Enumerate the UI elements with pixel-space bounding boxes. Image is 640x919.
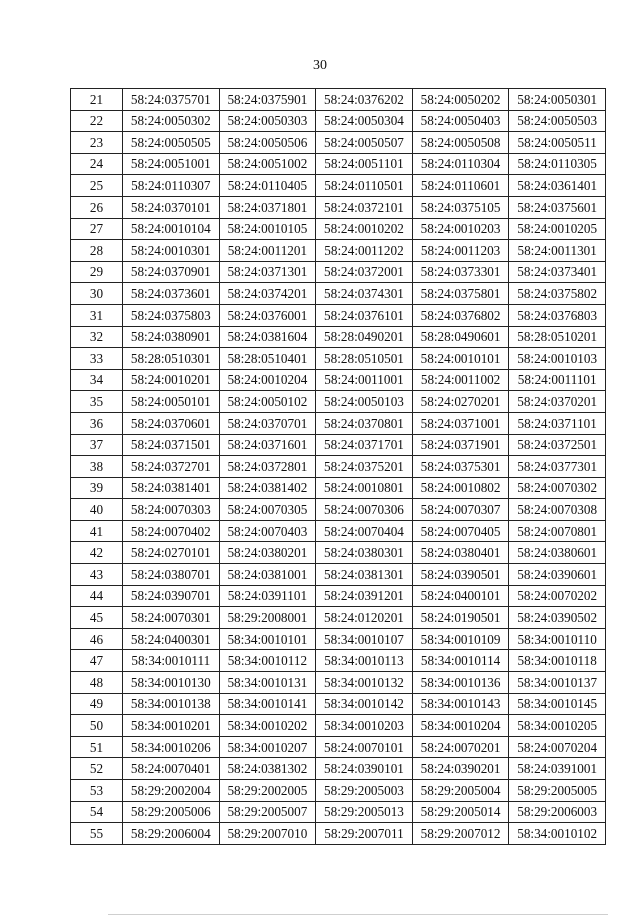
cadastral-number-cell: 58:34:0010207 (219, 736, 316, 758)
cadastral-number-cell: 58:29:2005004 (412, 780, 509, 802)
cadastral-number-cell: 58:34:0010142 (316, 693, 413, 715)
table-row (71, 240, 606, 262)
cadastral-number-cell: 58:24:0381301 (316, 564, 413, 586)
cadastral-number-cell: 58:24:0050511 (509, 132, 606, 154)
cadastral-number-cell: 58:34:0010113 (316, 650, 413, 672)
cadastral-number-cell: 58:34:0010101 (219, 628, 316, 650)
row-number-cell: 41 (71, 520, 123, 542)
cadastral-number-cell: 58:29:2005006 (123, 801, 220, 823)
table-row (71, 369, 606, 391)
table-row (71, 283, 606, 305)
row-number-cell: 31 (71, 304, 123, 326)
cadastral-number-cell: 58:24:0375105 (412, 196, 509, 218)
cadastral-number-cell: 58:24:0270101 (123, 542, 220, 564)
table-row (71, 326, 606, 348)
cadastral-number-cell: 58:24:0070204 (509, 736, 606, 758)
cadastral-numbers-table (70, 88, 606, 845)
table-row (71, 780, 606, 802)
cadastral-number-cell: 58:24:0010101 (412, 348, 509, 370)
cadastral-number-cell: 58:29:2007010 (219, 823, 316, 845)
cadastral-number-cell: 58:24:0390601 (509, 564, 606, 586)
cadastral-number-cell: 58:24:0381402 (219, 477, 316, 499)
table-row (71, 456, 606, 478)
cadastral-number-cell: 58:28:0490201 (316, 326, 413, 348)
cadastral-number-cell: 58:24:0070404 (316, 520, 413, 542)
cadastral-number-cell: 58:34:0010143 (412, 693, 509, 715)
table-row (71, 693, 606, 715)
cadastral-number-cell: 58:24:0050101 (123, 391, 220, 413)
cadastral-number-cell: 58:24:0390101 (316, 758, 413, 780)
cadastral-number-cell: 58:34:0010118 (509, 650, 606, 672)
row-number-cell: 51 (71, 736, 123, 758)
table-row (71, 110, 606, 132)
cadastral-number-cell: 58:28:0490601 (412, 326, 509, 348)
cadastral-number-cell: 58:24:0391001 (509, 758, 606, 780)
table-row (71, 89, 606, 111)
table-row (71, 175, 606, 197)
cadastral-number-cell: 58:24:0110601 (412, 175, 509, 197)
cadastral-number-cell: 58:34:0010130 (123, 672, 220, 694)
cadastral-number-cell: 58:24:0050301 (509, 89, 606, 111)
cadastral-number-cell: 58:28:0510501 (316, 348, 413, 370)
cadastral-number-cell: 58:24:0376001 (219, 304, 316, 326)
table-row (71, 823, 606, 845)
cadastral-number-cell: 58:24:0380701 (123, 564, 220, 586)
table-row (71, 672, 606, 694)
cadastral-number-cell: 58:24:0070402 (123, 520, 220, 542)
row-number-cell: 46 (71, 628, 123, 650)
cadastral-number-cell: 58:24:0011301 (509, 240, 606, 262)
cadastral-number-cell: 58:24:0371801 (219, 196, 316, 218)
cadastral-number-cell: 58:24:0381401 (123, 477, 220, 499)
row-number-cell: 42 (71, 542, 123, 564)
cadastral-number-cell: 58:24:0381001 (219, 564, 316, 586)
cadastral-number-cell: 58:24:0375802 (509, 283, 606, 305)
cadastral-number-cell: 58:24:0375803 (123, 304, 220, 326)
cadastral-number-cell: 58:24:0011203 (412, 240, 509, 262)
cadastral-number-cell: 58:34:0010206 (123, 736, 220, 758)
cadastral-number-cell: 58:24:0070201 (412, 736, 509, 758)
table-row (71, 564, 606, 586)
cadastral-number-cell: 58:28:0510401 (219, 348, 316, 370)
cadastral-number-cell: 58:24:0070801 (509, 520, 606, 542)
table-row (71, 650, 606, 672)
cadastral-number-cell: 58:34:0010201 (123, 715, 220, 737)
cadastral-number-cell: 58:34:0010131 (219, 672, 316, 694)
row-number-cell: 48 (71, 672, 123, 694)
table-row (71, 736, 606, 758)
cadastral-number-cell: 58:24:0375901 (219, 89, 316, 111)
page-bottom-line (108, 914, 608, 915)
row-number-cell: 24 (71, 153, 123, 175)
row-number-cell: 22 (71, 110, 123, 132)
cadastral-number-cell: 58:24:0390502 (509, 607, 606, 629)
row-number-cell: 32 (71, 326, 123, 348)
table-row (71, 628, 606, 650)
cadastral-number-cell: 58:24:0110501 (316, 175, 413, 197)
row-number-cell: 47 (71, 650, 123, 672)
cadastral-number-cell: 58:24:0070302 (509, 477, 606, 499)
cadastral-number-cell: 58:24:0070305 (219, 499, 316, 521)
cadastral-number-cell: 58:24:0070308 (509, 499, 606, 521)
row-number-cell: 43 (71, 564, 123, 586)
cadastral-number-cell: 58:24:0010202 (316, 218, 413, 240)
cadastral-number-cell: 58:24:0051101 (316, 153, 413, 175)
table-row (71, 542, 606, 564)
cadastral-number-cell: 58:29:2002005 (219, 780, 316, 802)
row-number-cell: 23 (71, 132, 123, 154)
cadastral-number-cell: 58:24:0376202 (316, 89, 413, 111)
row-number-cell: 28 (71, 240, 123, 262)
cadastral-number-cell: 58:29:2005005 (509, 780, 606, 802)
cadastral-number-cell: 58:24:0372001 (316, 261, 413, 283)
row-number-cell: 29 (71, 261, 123, 283)
cadastral-number-cell: 58:29:2007011 (316, 823, 413, 845)
cadastral-number-cell: 58:24:0375601 (509, 196, 606, 218)
cadastral-number-cell: 58:34:0010205 (509, 715, 606, 737)
cadastral-number-cell: 58:34:0010107 (316, 628, 413, 650)
table-row (71, 412, 606, 434)
cadastral-number-cell: 58:24:0270201 (412, 391, 509, 413)
cadastral-number-cell: 58:34:0010138 (123, 693, 220, 715)
cadastral-number-cell: 58:24:0070202 (509, 585, 606, 607)
cadastral-number-cell: 58:24:0371101 (509, 412, 606, 434)
cadastral-number-cell: 58:28:0510201 (509, 326, 606, 348)
table-row (71, 758, 606, 780)
table-row (71, 801, 606, 823)
cadastral-number-cell: 58:24:0390701 (123, 585, 220, 607)
cadastral-number-cell: 58:24:0051002 (219, 153, 316, 175)
row-number-cell: 53 (71, 780, 123, 802)
row-number-cell: 37 (71, 434, 123, 456)
row-number-cell: 35 (71, 391, 123, 413)
cadastral-number-cell: 58:24:0391201 (316, 585, 413, 607)
cadastral-number-cell: 58:34:0010136 (412, 672, 509, 694)
cadastral-number-cell: 58:24:0371701 (316, 434, 413, 456)
cadastral-number-cell: 58:24:0375201 (316, 456, 413, 478)
cadastral-number-cell: 58:24:0373401 (509, 261, 606, 283)
row-number-cell: 39 (71, 477, 123, 499)
table-row (71, 585, 606, 607)
cadastral-number-cell: 58:24:0110307 (123, 175, 220, 197)
cadastral-number-cell: 58:28:0510301 (123, 348, 220, 370)
cadastral-number-cell: 58:24:0371001 (412, 412, 509, 434)
cadastral-number-cell: 58:29:2006003 (509, 801, 606, 823)
cadastral-number-cell: 58:24:0375701 (123, 89, 220, 111)
table-body (71, 89, 606, 845)
cadastral-number-cell: 58:24:0070401 (123, 758, 220, 780)
table-row (71, 218, 606, 240)
table-row (71, 477, 606, 499)
table-row (71, 434, 606, 456)
row-number-cell: 36 (71, 412, 123, 434)
cadastral-number-cell: 58:24:0050102 (219, 391, 316, 413)
table-row (71, 391, 606, 413)
cadastral-number-cell: 58:24:0011202 (316, 240, 413, 262)
cadastral-number-cell: 58:24:0050507 (316, 132, 413, 154)
cadastral-number-cell: 58:24:0377301 (509, 456, 606, 478)
cadastral-number-cell: 58:24:0375801 (412, 283, 509, 305)
cadastral-number-cell: 58:24:0070303 (123, 499, 220, 521)
table-row (71, 348, 606, 370)
cadastral-number-cell: 58:34:0010204 (412, 715, 509, 737)
cadastral-number-cell: 58:24:0372501 (509, 434, 606, 456)
cadastral-number-cell: 58:34:0010109 (412, 628, 509, 650)
cadastral-number-cell: 58:24:0010105 (219, 218, 316, 240)
cadastral-number-cell: 58:24:0376802 (412, 304, 509, 326)
cadastral-number-cell: 58:24:0371301 (219, 261, 316, 283)
row-number-cell: 27 (71, 218, 123, 240)
table-row (71, 715, 606, 737)
cadastral-number-cell: 58:24:0050506 (219, 132, 316, 154)
cadastral-number-cell: 58:24:0010201 (123, 369, 220, 391)
cadastral-number-cell: 58:24:0400301 (123, 628, 220, 650)
cadastral-number-cell: 58:24:0050202 (412, 89, 509, 111)
row-number-cell: 54 (71, 801, 123, 823)
cadastral-number-cell: 58:29:2008001 (219, 607, 316, 629)
cadastral-number-cell: 58:24:0372101 (316, 196, 413, 218)
cadastral-number-cell: 58:24:0370101 (123, 196, 220, 218)
cadastral-number-cell: 58:24:0380401 (412, 542, 509, 564)
cadastral-number-cell: 58:24:0050103 (316, 391, 413, 413)
cadastral-number-cell: 58:24:0070403 (219, 520, 316, 542)
cadastral-number-cell: 58:24:0390501 (412, 564, 509, 586)
cadastral-number-cell: 58:24:0361401 (509, 175, 606, 197)
cadastral-number-cell: 58:24:0374201 (219, 283, 316, 305)
cadastral-number-cell: 58:29:2007012 (412, 823, 509, 845)
row-number-cell: 26 (71, 196, 123, 218)
cadastral-number-cell: 58:34:0010145 (509, 693, 606, 715)
row-number-cell: 25 (71, 175, 123, 197)
cadastral-number-cell: 58:24:0110405 (219, 175, 316, 197)
cadastral-number-cell: 58:34:0010202 (219, 715, 316, 737)
cadastral-number-cell: 58:24:0370601 (123, 412, 220, 434)
cadastral-number-cell: 58:34:0010112 (219, 650, 316, 672)
cadastral-number-cell: 58:24:0372701 (123, 456, 220, 478)
table-row (71, 132, 606, 154)
cadastral-number-cell: 58:24:0376101 (316, 304, 413, 326)
cadastral-number-cell: 58:24:0050503 (509, 110, 606, 132)
cadastral-number-cell: 58:24:0371901 (412, 434, 509, 456)
cadastral-number-cell: 58:34:0010141 (219, 693, 316, 715)
cadastral-number-cell: 58:24:0381604 (219, 326, 316, 348)
cadastral-number-cell: 58:34:0010203 (316, 715, 413, 737)
cadastral-number-cell: 58:24:0381302 (219, 758, 316, 780)
cadastral-number-cell: 58:29:2002004 (123, 780, 220, 802)
cadastral-number-cell: 58:34:0010111 (123, 650, 220, 672)
cadastral-number-cell: 58:24:0070101 (316, 736, 413, 758)
cadastral-number-cell: 58:24:0375301 (412, 456, 509, 478)
row-number-cell: 38 (71, 456, 123, 478)
cadastral-number-cell: 58:24:0050505 (123, 132, 220, 154)
table-row (71, 196, 606, 218)
cadastral-number-cell: 58:24:0110304 (412, 153, 509, 175)
table-row (71, 261, 606, 283)
row-number-cell: 21 (71, 89, 123, 111)
cadastral-number-cell: 58:24:0050304 (316, 110, 413, 132)
cadastral-number-cell: 58:24:0011002 (412, 369, 509, 391)
cadastral-number-cell: 58:24:0370701 (219, 412, 316, 434)
cadastral-number-cell: 58:24:0380301 (316, 542, 413, 564)
cadastral-number-cell: 58:24:0370901 (123, 261, 220, 283)
cadastral-number-cell: 58:24:0070405 (412, 520, 509, 542)
cadastral-number-cell: 58:24:0376803 (509, 304, 606, 326)
cadastral-number-cell: 58:24:0051001 (123, 153, 220, 175)
table-row (71, 304, 606, 326)
cadastral-number-cell: 58:34:0010137 (509, 672, 606, 694)
row-number-cell: 45 (71, 607, 123, 629)
cadastral-number-cell: 58:34:0010114 (412, 650, 509, 672)
table-row (71, 153, 606, 175)
cadastral-number-cell: 58:24:0371501 (123, 434, 220, 456)
row-number-cell: 40 (71, 499, 123, 521)
cadastral-number-cell: 58:24:0380601 (509, 542, 606, 564)
cadastral-number-cell: 58:29:2005003 (316, 780, 413, 802)
cadastral-number-cell: 58:29:2005007 (219, 801, 316, 823)
cadastral-number-cell: 58:29:2005014 (412, 801, 509, 823)
cadastral-number-cell: 58:24:0370801 (316, 412, 413, 434)
cadastral-number-cell: 58:24:0390201 (412, 758, 509, 780)
cadastral-number-cell: 58:24:0011001 (316, 369, 413, 391)
row-number-cell: 30 (71, 283, 123, 305)
cadastral-number-cell: 58:24:0070307 (412, 499, 509, 521)
cadastral-number-cell: 58:29:2006004 (123, 823, 220, 845)
cadastral-number-cell: 58:24:0011201 (219, 240, 316, 262)
cadastral-number-cell: 58:24:0120201 (316, 607, 413, 629)
cadastral-number-cell: 58:24:0400101 (412, 585, 509, 607)
cadastral-number-cell: 58:24:0070301 (123, 607, 220, 629)
cadastral-number-cell: 58:24:0010104 (123, 218, 220, 240)
cadastral-number-cell: 58:24:0050508 (412, 132, 509, 154)
row-number-cell: 49 (71, 693, 123, 715)
table-row (71, 520, 606, 542)
cadastral-number-cell: 58:24:0110305 (509, 153, 606, 175)
row-number-cell: 34 (71, 369, 123, 391)
cadastral-number-cell: 58:24:0010205 (509, 218, 606, 240)
row-number-cell: 55 (71, 823, 123, 845)
table-row (71, 607, 606, 629)
cadastral-number-cell: 58:34:0010132 (316, 672, 413, 694)
cadastral-number-cell: 58:24:0370201 (509, 391, 606, 413)
cadastral-number-cell: 58:24:0380901 (123, 326, 220, 348)
row-number-cell: 44 (71, 585, 123, 607)
cadastral-number-cell: 58:24:0010203 (412, 218, 509, 240)
table-row (71, 499, 606, 521)
cadastral-number-cell: 58:24:0070306 (316, 499, 413, 521)
cadastral-number-cell: 58:34:0010110 (509, 628, 606, 650)
cadastral-number-cell: 58:24:0010801 (316, 477, 413, 499)
cadastral-number-cell: 58:24:0373301 (412, 261, 509, 283)
cadastral-number-cell: 58:24:0010802 (412, 477, 509, 499)
row-number-cell: 52 (71, 758, 123, 780)
cadastral-number-cell: 58:24:0050302 (123, 110, 220, 132)
cadastral-number-cell: 58:24:0380201 (219, 542, 316, 564)
cadastral-number-cell: 58:24:0050303 (219, 110, 316, 132)
cadastral-number-cell: 58:24:0010204 (219, 369, 316, 391)
row-number-cell: 33 (71, 348, 123, 370)
page-number: 30 (313, 58, 327, 73)
cadastral-number-cell: 58:24:0374301 (316, 283, 413, 305)
cadastral-number-cell: 58:24:0372801 (219, 456, 316, 478)
cadastral-number-cell: 58:24:0010301 (123, 240, 220, 262)
cadastral-number-cell: 58:24:0011101 (509, 369, 606, 391)
cadastral-number-cell: 58:24:0010103 (509, 348, 606, 370)
cadastral-number-cell: 58:24:0373601 (123, 283, 220, 305)
cadastral-number-cell: 58:24:0190501 (412, 607, 509, 629)
cadastral-number-cell: 58:24:0050403 (412, 110, 509, 132)
cadastral-number-cell: 58:24:0371601 (219, 434, 316, 456)
row-number-cell: 50 (71, 715, 123, 737)
cadastral-number-cell: 58:29:2005013 (316, 801, 413, 823)
cadastral-number-cell: 58:34:0010102 (509, 823, 606, 845)
cadastral-number-cell: 58:24:0391101 (219, 585, 316, 607)
